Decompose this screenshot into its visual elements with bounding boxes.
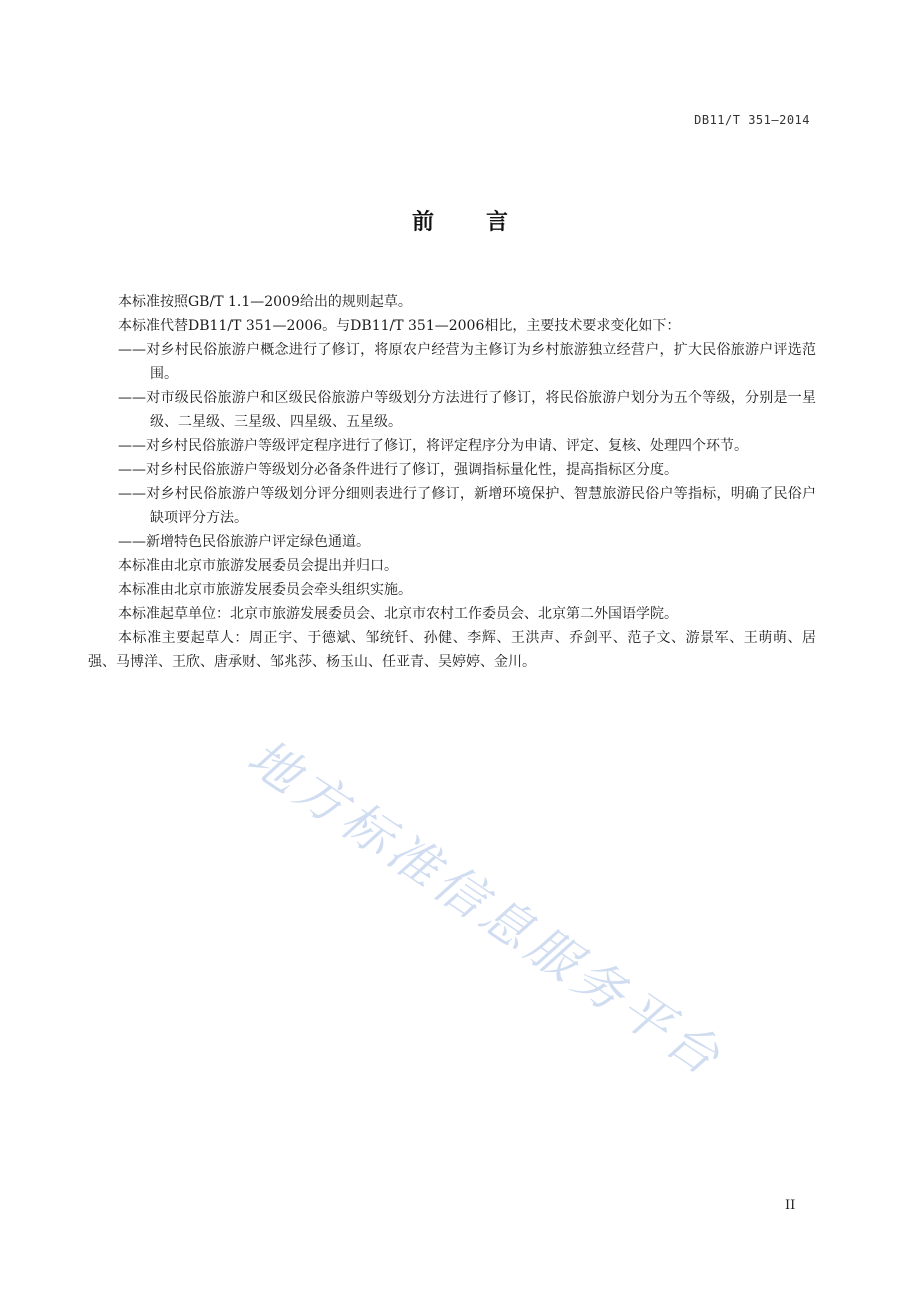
watermark: 地方标准信息服务平台 bbox=[237, 727, 735, 1089]
change-item: ——新增特色民俗旅游户评定绿色通道。 bbox=[118, 534, 370, 550]
paragraph-drafting-rules: 本标准按照GB/T 1.1—2009给出的规则起草。 bbox=[118, 294, 412, 310]
change-item: ——对乡村民俗旅游户等级评定程序进行了修订，将评定程序分为申请、评定、复核、处理四个环节。 bbox=[118, 438, 748, 454]
page-number: II bbox=[785, 1198, 796, 1213]
paragraph-replacement: 本标准代替DB11/T 351—2006。与DB11/T 351—2006相比，主要技术要求变化如下： bbox=[118, 318, 681, 334]
page-title: 前言 bbox=[411, 210, 560, 235]
paragraph-proposer: 本标准由北京市旅游发展委员会提出并归口。 bbox=[118, 558, 398, 574]
foreword-body bbox=[88, 290, 816, 674]
change-item: ——对乡村民俗旅游户概念进行了修订，将原农户经营为主修订为乡村旅游独立经营户，扩大民俗旅游户评选范围。 bbox=[118, 342, 816, 382]
change-item: ——对乡村民俗旅游户等级划分必备条件进行了修订，强调指标量化性，提高指标区分度。 bbox=[118, 462, 678, 478]
standard-code-header: DB11/T 351—2014 bbox=[694, 113, 810, 127]
change-item: ——对市级民俗旅游户和区级民俗旅游户等级划分方法进行了修订，将民俗旅游户划分为五个等级，分别是一星级、二星级、三星级、四星级、五星级。 bbox=[118, 390, 816, 430]
paragraph-drafting-units: 本标准起草单位：北京市旅游发展委员会、北京市农村工作委员会、北京第二外国语学院。 bbox=[118, 606, 678, 622]
paragraph-drafters: 本标准主要起草人：周正宇、于德斌、邹统钎、孙健、李辉、王洪声、乔剑平、范子文、游景军、王萌萌、居强、马博洋、王欣、唐承财、邹兆莎、杨玉山、任亚青、吴婷婷、金川。 bbox=[88, 630, 816, 670]
change-item: ——对乡村民俗旅游户等级划分评分细则表进行了修订，新增环境保护、智慧旅游民俗户等指标，明确了民俗户缺项评分方法。 bbox=[118, 486, 816, 526]
paragraph-implementer: 本标准由北京市旅游发展委员会牵头组织实施。 bbox=[118, 582, 412, 598]
